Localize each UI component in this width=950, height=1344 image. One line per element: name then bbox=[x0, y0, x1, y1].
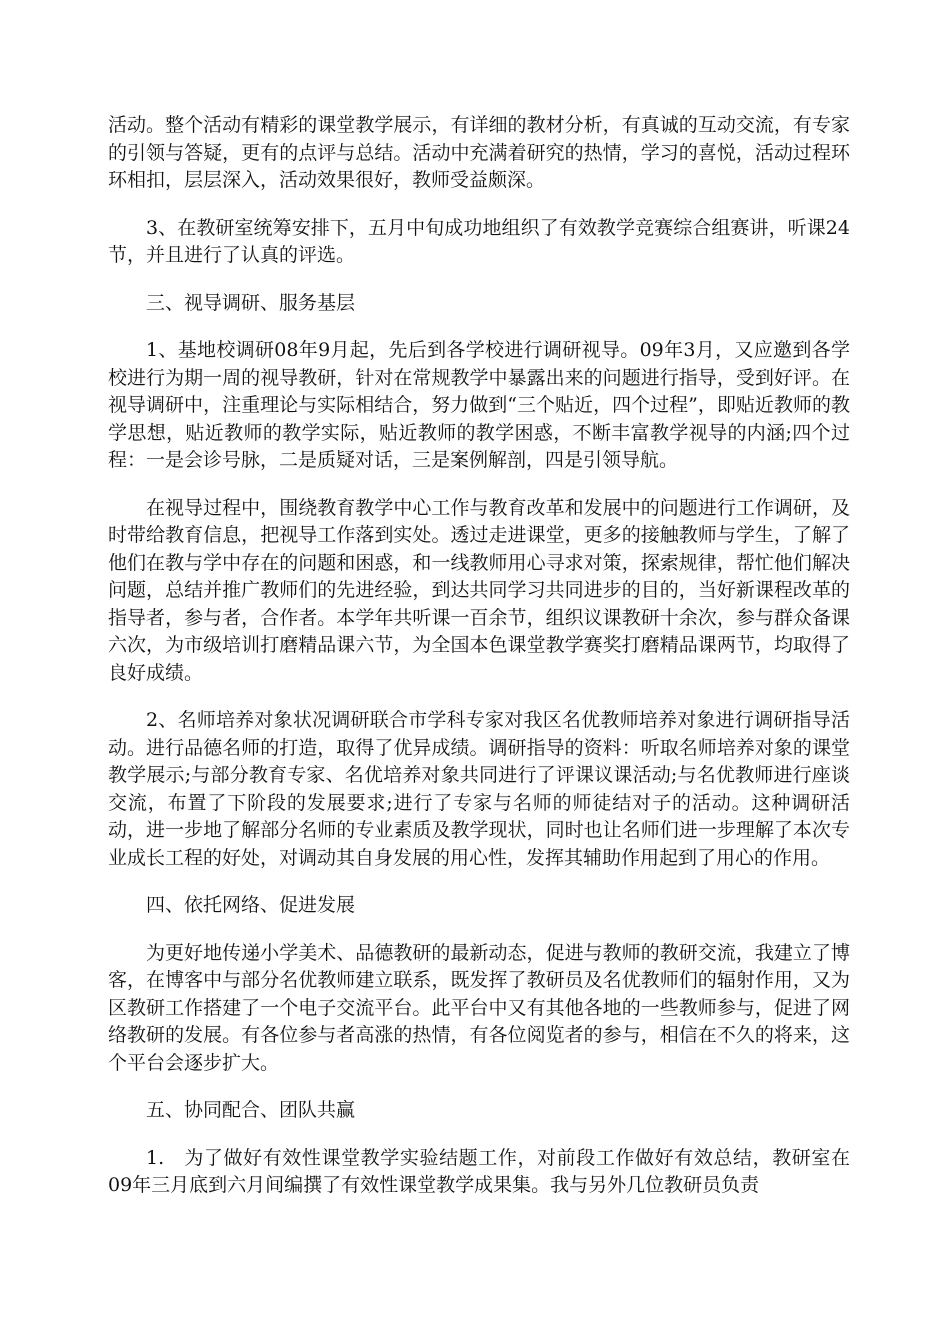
paragraph-item-1-base-school: 1、基地校调研08年9月起，先后到各学校进行调研视导。09年3月，又应邀到各学校进行为期一周的视导教研，针对在常规教学中暴露出来的问题进行指导，受到好评。在视导调研中，注重理论与实际相结合，努力做到“三个贴近，四个过程”，即贴近教师的教学思想，贴近教师的教学实际，贴近教师的教学困惑，不断丰富教学视导的内涵;四个过程：一是会诊号脉，二是质疑对话，三是案例解剖，四是引领导航。 bbox=[108, 339, 850, 471]
section-heading-4: 四、依托网络、促进发展 bbox=[146, 894, 356, 916]
paragraph-inspection-process: 在视导过程中，围绕教育教学中心工作与教育改革和发展中的问题进行工作调研，及时带给教育信息，把视导工作落到实处。透过走进课堂，更多的接触教师与学生，了解了他们在教与学中存在的问题和困惑，和一线教师用心寻求对策，探索规律，帮忙他们解决问题，总结并推广教师们的先进经验，到达共同学习共同进步的目的，当好新课程改革的指导者，参与者，合作者。本学年共听课一百余节，组织议课教研十余次，参与群众备课六次，为市级培训打磨精品课六节，为全国本色课堂教学赛奖打磨精品课两节，均取得了良好成绩。 bbox=[108, 496, 850, 684]
paragraph-activity-summary: 活动。整个活动有精彩的课堂教学展示，有详细的教材分析，有真诚的互动交流，有专家的引领与答疑，更有的点评与总结。活动中充满着研究的热情，学习的喜悦，活动过程环环相扣，层层深入，活动效果很好，教师受益颇深。 bbox=[108, 114, 850, 191]
paragraph-item-2-famous-teachers: 2、名师培养对象状况调研联合市学科专家对我区名优教师培养对象进行调研指导活动。进行品德名师的打造，取得了优异成绩。调研指导的资料：听取名师培养对象的课堂教学展示;与部分教育专家、名优培养对象共同进行了评课议课活动;与名优教师进行座谈交流，布置了下阶段的发展要求;进行了专家与名师的师徒结对子的活动。这种调研活动，进一步地了解部分名师的专业素质及教学现状，同时也让名师们进一步理解了本次专业成长工程的好处，对调动其自身发展的用心性，发挥其辅助作用起到了用心的作用。 bbox=[108, 709, 850, 869]
paragraph-item-3-competition: 3、在教研室统筹安排下，五月中旬成功地组织了有效教学竞赛综合组赛讲，听课24节，并且进行了认真的评选。 bbox=[108, 216, 850, 266]
section-heading-3: 三、视导调研、服务基层 bbox=[146, 291, 356, 314]
paragraph-item-1-results-collection: 1. 为了做好有效性课堂教学实验结题工作，对前段工作做好有效总结，教研室在09年三月底到六月间编撰了有效性课堂教学成果集。我与另外几位教研员负责 bbox=[108, 1146, 850, 1196]
section-heading-5: 五、协同配合、团队共赢 bbox=[146, 1099, 356, 1121]
paragraph-blog-network: 为更好地传递小学美术、品德教研的最新动态，促进与教师的教研交流，我建立了博客，在博客中与部分名优教师建立联系，既发挥了教研员及名优教师们的辐射作用，又为区教研工作搭建了一个电子交流平台。此平台中又有其他各地的一些教师参与，促进了网络教研的发展。有各位参与者高涨的热情，有各位阅览者的参与，相信在不久的将来，这个平台会逐步扩大。 bbox=[108, 941, 850, 1074]
document-page bbox=[108, 112, 850, 1220]
